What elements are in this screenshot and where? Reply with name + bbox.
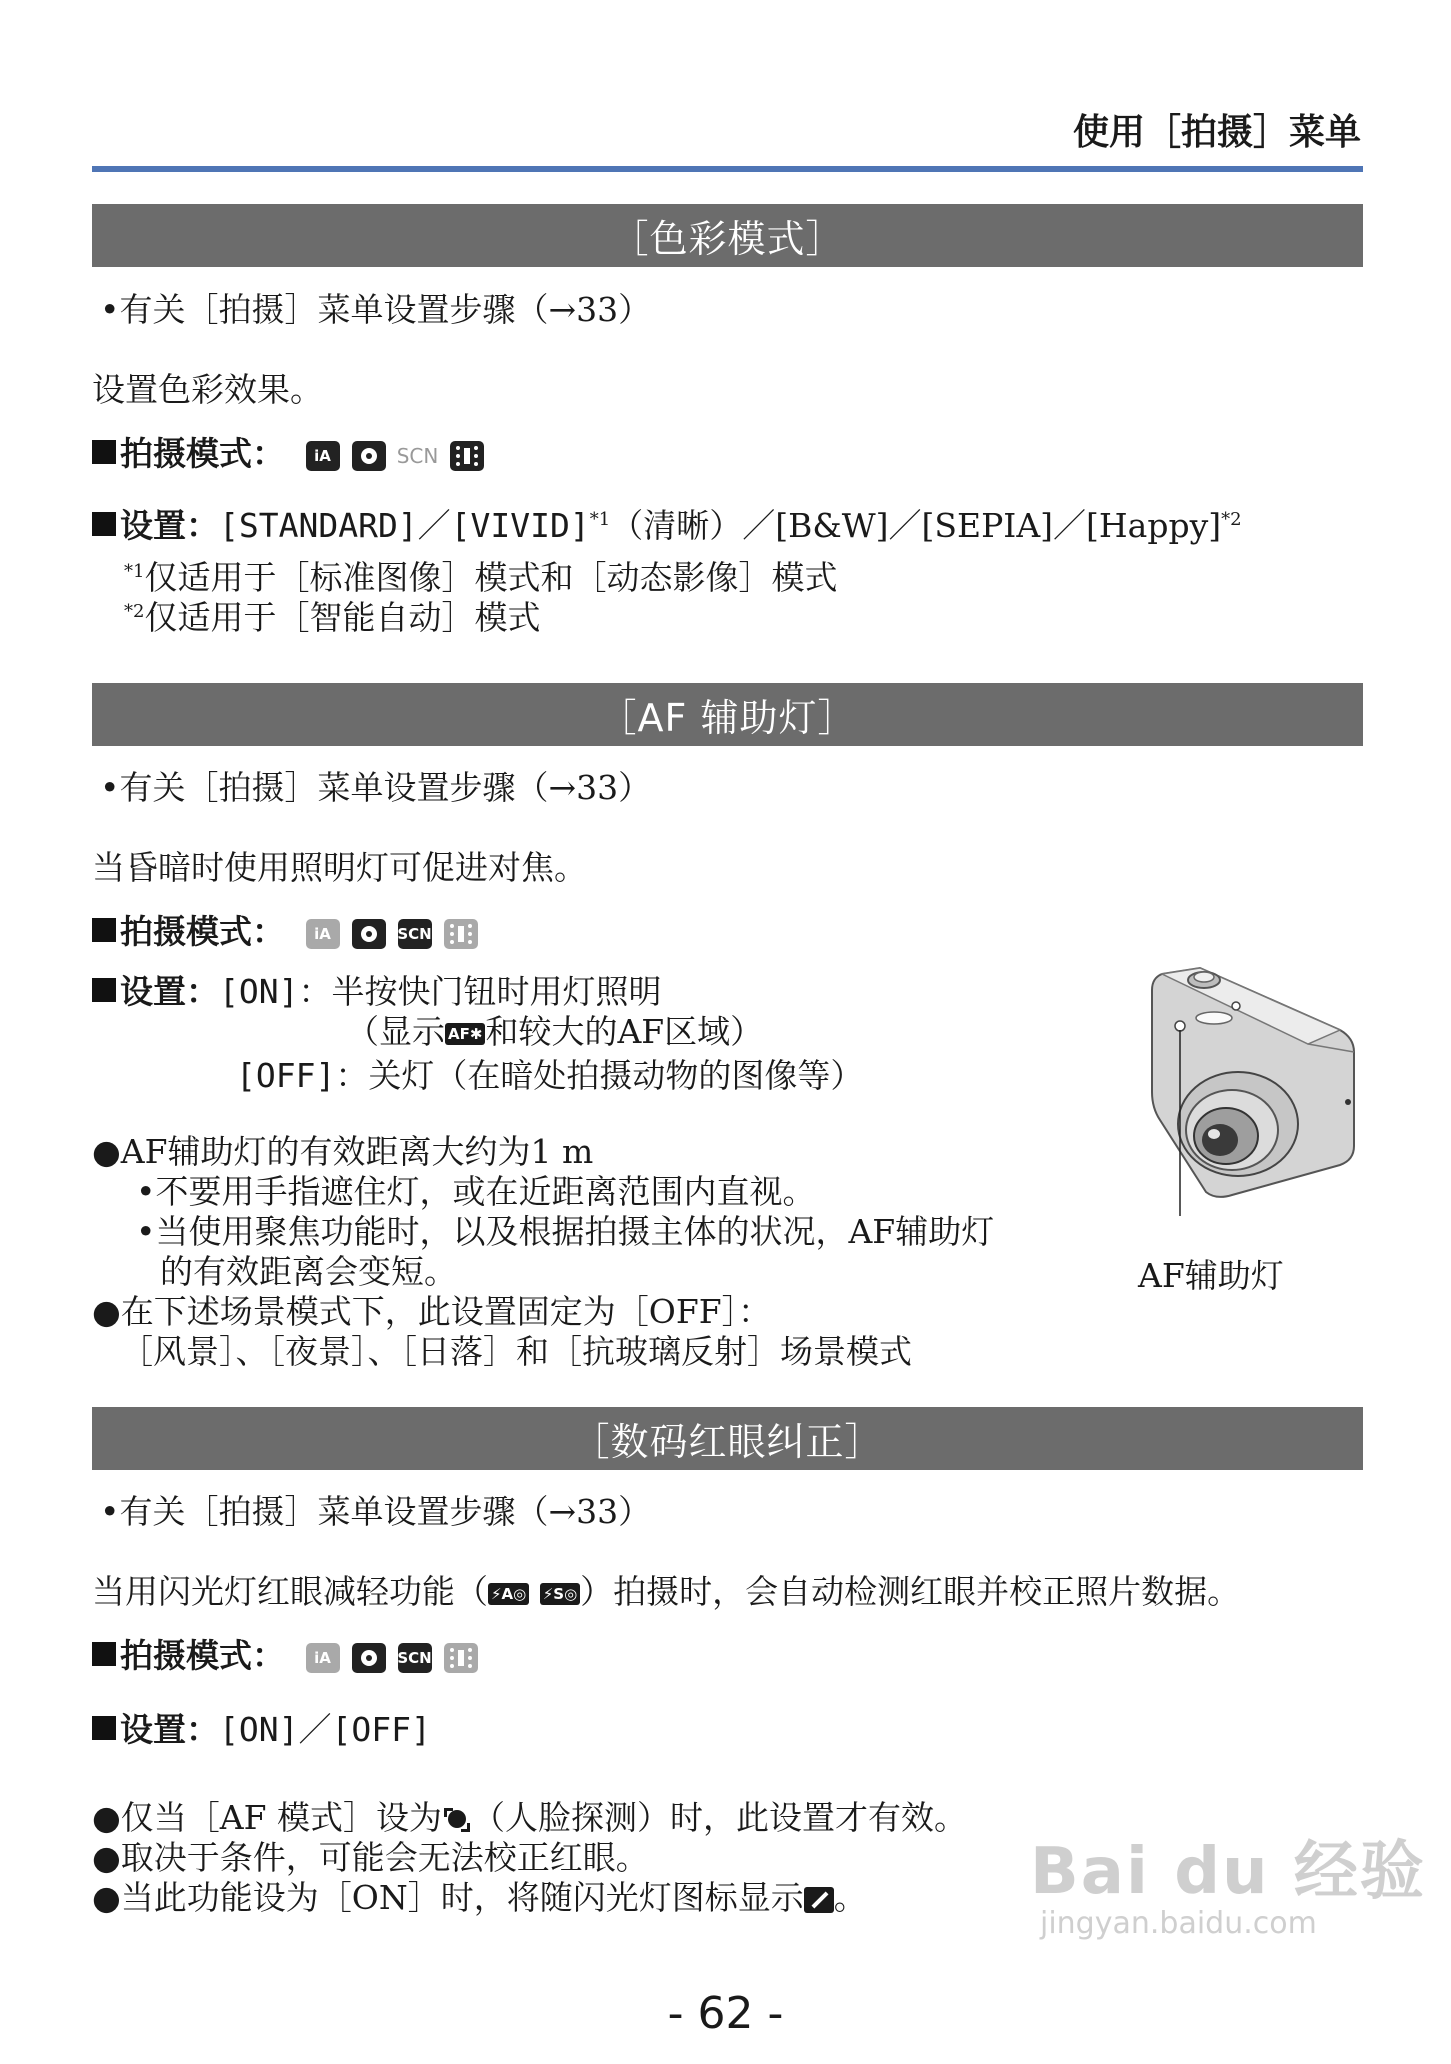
footnote-ref: *1 xyxy=(589,509,611,530)
settings-row-off xyxy=(236,1050,863,1097)
modes-label: 拍摄模式： xyxy=(120,434,285,473)
section-description: 当昏暗时使用照明灯可促进对焦。 xyxy=(92,848,587,887)
recording-modes-row xyxy=(92,906,478,953)
modes-label: 拍摄模式： xyxy=(120,912,285,951)
af-assist-lamp-caption: AF辅助灯 xyxy=(1138,1256,1284,1295)
square-bullet-icon xyxy=(92,918,116,942)
on-key: [ON]： xyxy=(219,972,332,1011)
intelligent-auto-mode-icon: iA xyxy=(306,919,340,949)
motion-picture-mode-icon xyxy=(444,919,478,949)
settings-row xyxy=(92,500,1242,547)
running-header: 使用［拍摄］菜单 xyxy=(1072,112,1361,153)
motion-picture-mode-icon xyxy=(450,441,484,471)
footnote-2: $^{*2}$仅适用于［智能自动］模式 xyxy=(124,598,541,637)
bullet-item: ●AF辅助灯的有效距离大约为1 m xyxy=(92,1132,594,1171)
square-bullet-icon xyxy=(92,978,116,1002)
header-rule xyxy=(92,166,1363,172)
off-key: [OFF]： xyxy=(236,1056,369,1095)
settings-label: 设置： xyxy=(120,972,219,1011)
square-bullet-icon xyxy=(92,440,116,464)
mode-icons xyxy=(306,1643,478,1673)
flash-slow-sync-red-eye-icon: ⚡S◎ xyxy=(540,1583,580,1605)
bullet-item: ［风景］、［夜景］、［日落］和［抗玻璃反射］场景模式 xyxy=(120,1332,912,1371)
bullet-item: ●仅当［AF 模式］设为 （人脸探测）时，此设置才有效。 xyxy=(92,1798,968,1837)
square-bullet-icon xyxy=(92,1642,116,1666)
scene-mode-icon: SCN xyxy=(396,444,439,468)
bullet-item: ●当此功能设为［ON］时，将随闪光灯图标显示 。 xyxy=(92,1878,867,1917)
page-number: - 62 - xyxy=(667,1988,784,2039)
on-description: 半按快门钮时用灯照明 xyxy=(331,972,662,1011)
intelligent-auto-mode-icon: iA xyxy=(306,1643,340,1673)
bullet-item: ●取决于条件，可能会无法校正红眼。 xyxy=(92,1838,649,1877)
settings-value: [ON]／[OFF] xyxy=(219,1710,431,1749)
watermark-url: jingyan.baidu.com xyxy=(1040,1906,1317,1941)
square-bullet-icon xyxy=(92,1716,116,1740)
section-heading-color-mode: ［色彩模式］ xyxy=(92,204,1363,267)
section-heading-af-assist-lamp: ［AF 辅助灯］ xyxy=(92,683,1363,746)
section-description: 当用闪光灯红眼减轻功能（ ⚡A◎ ⚡S◎）拍摄时，会自动检测红眼并校正照片数据。 xyxy=(92,1572,1241,1611)
settings-value-cont: （清晰）／[B&W]／[SEPIA]／[Happy] xyxy=(610,506,1222,545)
bullet-item: 的有效距离会变短。 xyxy=(160,1252,457,1291)
camera-illustration xyxy=(1140,960,1380,1220)
section-description: 设置色彩效果。 xyxy=(92,370,323,409)
bullet-item: ●在下述场景模式下，此设置固定为［OFF］： xyxy=(92,1292,772,1331)
normal-picture-mode-icon xyxy=(352,441,386,471)
on-description-2: （显示 AF✱和较大的AF区域） xyxy=(346,1012,764,1051)
face-detection-icon xyxy=(444,1808,470,1832)
normal-picture-mode-icon xyxy=(352,919,386,949)
recording-modes-row xyxy=(92,1630,478,1677)
settings-label: 设置： xyxy=(120,1710,219,1749)
settings-value: [STANDARD]／[VIVID] xyxy=(219,506,590,545)
recording-modes-row xyxy=(92,428,484,475)
red-eye-brush-icon xyxy=(804,1887,834,1913)
mode-icons xyxy=(306,441,484,471)
baidu-watermark xyxy=(1030,1820,1426,1941)
settings-row xyxy=(92,1704,431,1751)
af-assist-icon: AF✱ xyxy=(445,1023,485,1045)
bullet-item: •当使用聚焦功能时，以及根据拍摄主体的状况，AF辅助灯 xyxy=(136,1212,995,1251)
square-bullet-icon xyxy=(92,512,116,536)
scene-mode-icon: SCN xyxy=(398,919,432,949)
mode-icons xyxy=(306,919,478,949)
menu-ref: •有关［拍摄］菜单设置步骤（→33） xyxy=(100,768,652,807)
normal-picture-mode-icon xyxy=(352,1643,386,1673)
menu-ref: •有关［拍摄］菜单设置步骤（→33） xyxy=(100,290,652,329)
footnote-1: $^{*1}$仅适用于［标准图像］模式和［动态影像］模式 xyxy=(124,558,838,597)
motion-picture-mode-icon xyxy=(444,1643,478,1673)
settings-label: 设置： xyxy=(120,506,219,545)
section-heading-red-eye-removal: ［数码红眼纠正］ xyxy=(92,1407,1363,1470)
off-description: 关灯（在暗处拍摄动物的图像等） xyxy=(368,1056,864,1095)
modes-label: 拍摄模式： xyxy=(120,1636,285,1675)
intelligent-auto-mode-icon: iA xyxy=(306,441,340,471)
flash-auto-red-eye-icon: ⚡A◎ xyxy=(488,1583,529,1605)
menu-ref: •有关［拍摄］菜单设置步骤（→33） xyxy=(100,1492,652,1531)
footnote-ref: *2 xyxy=(1221,509,1242,530)
bullet-item: •不要用手指遮住灯，或在近距离范围内直视。 xyxy=(136,1172,816,1211)
watermark-main: Bai du 经验 xyxy=(1030,1835,1426,1909)
scene-mode-icon: SCN xyxy=(398,1643,432,1673)
